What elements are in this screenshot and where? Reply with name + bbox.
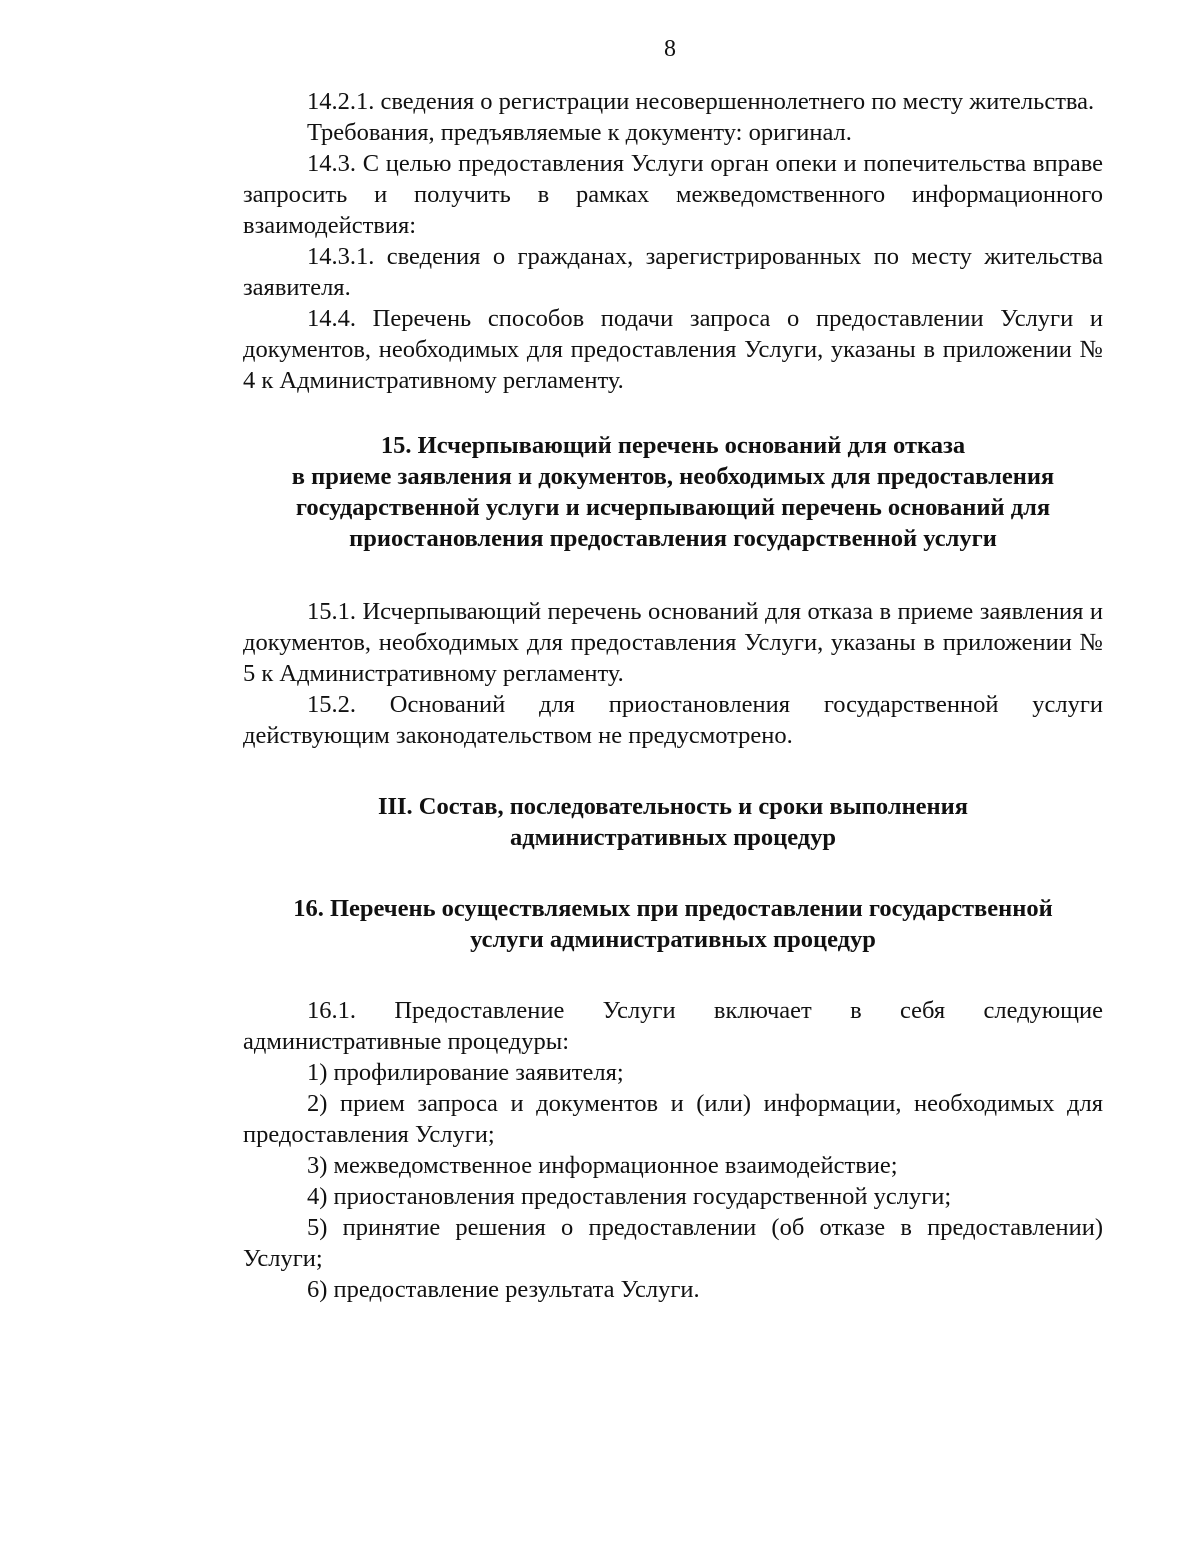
section-3-heading-line: III. Состав, последовательность и сроки выполнения (377, 793, 969, 820)
section-16-heading-line: 16. Перечень осуществляемых при предоставлении государственной (293, 895, 1053, 922)
procedure-list-item: 5) принятие решения о предоставлении (об отказе в предоставлении) Услуги; (243, 1214, 1103, 1272)
paragraph-16-1: 16.1. Предоставление Услуги включает в себя следующие административные процедуры: (243, 997, 1103, 1055)
procedure-list-item: 2) прием запроса и документов и (или) информации, необходимых для предоставления Услуги; (243, 1090, 1103, 1148)
paragraph-14-3: 14.3. С целью предоставления Услуги орган опеки и попечительства вправе запросить и получить в рамках межведомственного информационного взаимодействия: (243, 150, 1103, 239)
procedure-list-item: 1) профилирование заявителя; (307, 1059, 624, 1086)
procedure-list-item: 4) приостановления предоставления государственной услуги; (307, 1183, 952, 1210)
section-16-heading-line: услуги административных процедур (470, 926, 876, 953)
section-15-heading-line: государственной услуги и исчерпывающий перечень оснований для (295, 494, 1051, 521)
page-number: 8 (664, 36, 676, 62)
paragraph-15-1: 15.1. Исчерпывающий перечень оснований для отказа в приеме заявления и документов, необходимых для предоставления Услуги, указаны в приложении № 5 к Административному регламенту. (243, 598, 1103, 687)
paragraph-14-3-1: 14.3.1. сведения о гражданах, зарегистрированных по месту жительства заявителя. (243, 243, 1103, 301)
section-15-heading-line: в приеме заявления и документов, необходимых для предоставления (291, 463, 1055, 490)
section-16-heading (243, 893, 1103, 955)
procedure-list-item: 6) предоставление результата Услуги. (307, 1276, 700, 1303)
paragraph-14-2-1: 14.2.1. сведения о регистрации несовершеннолетнего по месту жительства. (307, 88, 1095, 115)
paragraph-15-2: 15.2. Оснований для приостановления государственной услуги действующим законодательством не предусмотрено. (243, 691, 1103, 749)
paragraph-14-4: 14.4. Перечень способов подачи запроса о предоставлении Услуги и документов, необходимых для предоставления Услуги, указаны в приложении № 4 к Административному регламенту. (243, 305, 1103, 394)
section-3-heading-line: административных процедур (509, 824, 837, 851)
paragraph-requirements: Требования, предъявляемые к документу: оригинал. (307, 119, 852, 146)
section-3-heading (243, 791, 1103, 853)
section-15-heading-line: 15. Исчерпывающий перечень оснований для отказа (380, 432, 966, 459)
procedure-list-item: 3) межведомственное информационное взаимодействие; (307, 1152, 898, 1179)
document-body (243, 86, 1103, 1305)
section-15-heading-line: приостановления предоставления государственной услуги (349, 525, 997, 552)
section-15-heading (243, 430, 1103, 554)
